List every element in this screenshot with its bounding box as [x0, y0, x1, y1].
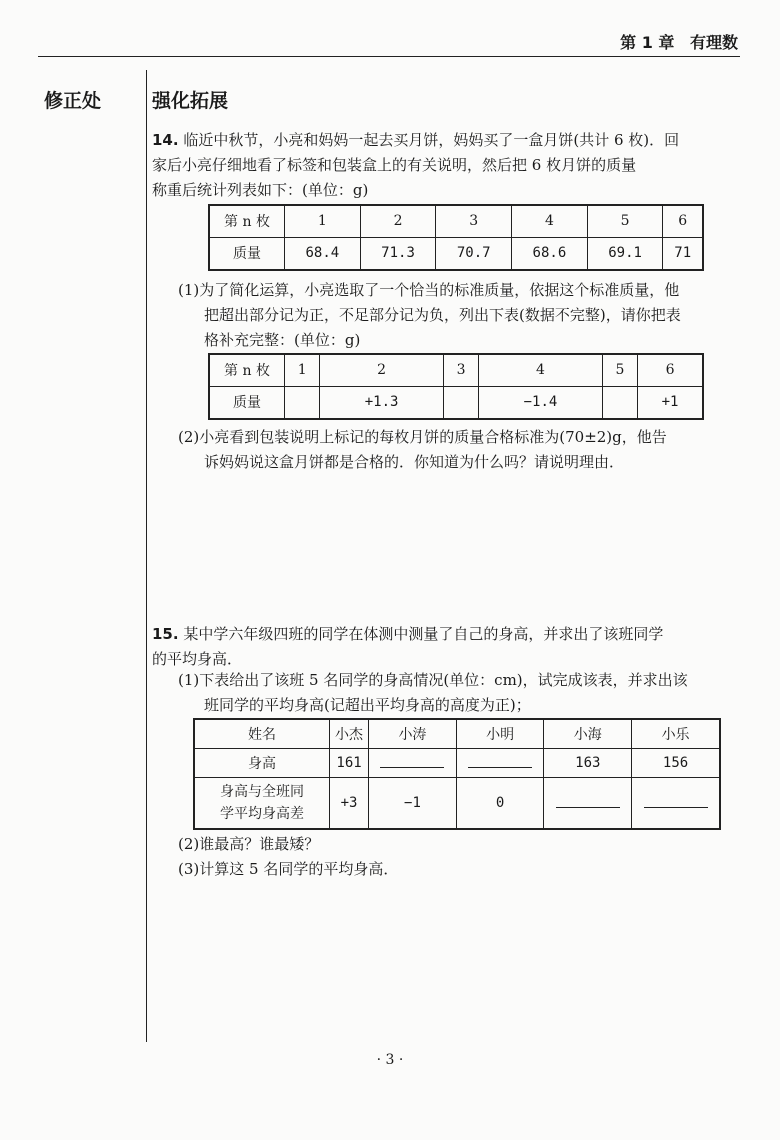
table-cell: 6 [663, 205, 703, 237]
chapter-title: 有理数 [689, 33, 738, 52]
table-cell: 身高 [194, 748, 330, 777]
table-cell [443, 386, 478, 419]
table-cell: 161 [330, 748, 369, 777]
table-cell: 小明 [456, 719, 544, 748]
problem-15-question-3: (3)计算这 5 名同学的平均身高． [178, 860, 399, 878]
table-cell: 质量 [209, 237, 285, 270]
table-cell: 69.1 [587, 237, 663, 270]
table-cell [285, 386, 320, 419]
table-cell: 2 [320, 354, 444, 386]
answer-blank [468, 753, 532, 768]
problem-14-question-2 [178, 425, 743, 475]
table-cell: 68.4 [285, 237, 361, 270]
problem-15-line2: 的平均身高． [152, 650, 243, 668]
height-table [193, 718, 721, 830]
table-cell: 71 [663, 237, 703, 270]
q2-line1: (2)小亮看到包装说明上标记的每枚月饼的质量合格标准为(70±2)g，他告 [178, 428, 667, 446]
table-cell: 5 [602, 354, 637, 386]
table-row [194, 777, 720, 829]
table-cell: +1.3 [320, 386, 444, 419]
answer-blank [644, 793, 708, 808]
problem-15-question-2: (2)谁最高？谁最矮？ [178, 835, 320, 853]
table-cell: 4 [479, 354, 603, 386]
table-cell: −1 [369, 777, 457, 829]
problem-14-intro [152, 128, 742, 203]
deviation-table [208, 353, 704, 420]
problem-15-number: 15. [152, 625, 179, 643]
table-cell: 68.6 [512, 237, 588, 270]
table-cell: 6 [638, 354, 703, 386]
problem-14-question-1 [178, 278, 743, 353]
q2-line2: 诉妈妈说这盒月饼都是合格的．你知道为什么吗？请说明理由． [204, 453, 625, 471]
chapter-label: 第 1 章 [620, 33, 675, 52]
page-number: · 3 · [376, 1052, 404, 1068]
table-cell: +3 [330, 777, 369, 829]
diff-label-line2: 学平均身高差 [220, 805, 304, 822]
table-cell: 2 [360, 205, 436, 237]
table-cell [369, 748, 457, 777]
answer-blank [556, 793, 620, 808]
margin-title: 修正处 [44, 90, 102, 112]
table-cell: −1.4 [479, 386, 603, 419]
q1-line3: 格补充完整：(单位：g) [204, 331, 361, 349]
problem-15-intro [152, 622, 742, 672]
table-cell [456, 748, 544, 777]
table-cell [544, 777, 632, 829]
table-cell [194, 777, 330, 829]
table-cell: 小乐 [632, 719, 720, 748]
table-cell: 70.7 [436, 237, 512, 270]
mooncake-mass-table [208, 204, 704, 271]
table-cell: 质量 [209, 386, 285, 419]
problem-14-line2: 家后小亮仔细地看了标签和包装盒上的有关说明，然后把 6 枚月饼的质量 [152, 156, 637, 174]
problem-14-line3: 称重后统计列表如下：(单位：g) [152, 181, 369, 199]
table-cell: 163 [544, 748, 632, 777]
table-cell: 5 [587, 205, 663, 237]
header-rule [38, 56, 740, 57]
table-cell: +1 [638, 386, 703, 419]
running-header [610, 30, 738, 53]
table-row [194, 748, 720, 777]
table-cell: 156 [632, 748, 720, 777]
table-cell: 0 [456, 777, 544, 829]
table-cell: 3 [443, 354, 478, 386]
table-cell: 第 n 枚 [209, 205, 285, 237]
table-cell: 4 [512, 205, 588, 237]
table-cell: 1 [285, 354, 320, 386]
table-cell [602, 386, 637, 419]
table-cell: 1 [285, 205, 361, 237]
table-cell: 71.3 [360, 237, 436, 270]
problem-14-number: 14. [152, 131, 179, 149]
table-row [194, 719, 720, 748]
table-row [209, 205, 703, 237]
problem-15-line1: 某中学六年级四班的同学在体测中测量了自己的身高，并求出了该班同学 [183, 625, 664, 643]
section-title: 强化拓展 [152, 90, 229, 112]
problem-14-line1: 临近中秋节，小亮和妈妈一起去买月饼，妈妈买了一盒月饼(共计 6 枚)．回 [183, 131, 680, 149]
table-row [209, 237, 703, 270]
q1-line2: 把超出部分记为正，不足部分记为负，列出下表(数据不完整)，请你把表 [204, 306, 681, 324]
answer-blank [380, 753, 444, 768]
table-cell: 姓名 [194, 719, 330, 748]
q1-line1: (1)下表给出了该班 5 名同学的身高情况(单位：cm)，试完成该表，并求出该 [178, 671, 688, 689]
table-cell: 小涛 [369, 719, 457, 748]
margin-divider [146, 70, 147, 1042]
table-cell: 小杰 [330, 719, 369, 748]
table-cell: 3 [436, 205, 512, 237]
table-cell [632, 777, 720, 829]
diff-label-line1: 身高与全班同 [220, 783, 304, 800]
table-cell: 小海 [544, 719, 632, 748]
table-cell: 第 n 枚 [209, 354, 285, 386]
q1-line2: 班同学的平均身高(记超出平均身高的高度为正)； [204, 696, 531, 714]
table-row [209, 354, 703, 386]
problem-15-question-1 [178, 668, 743, 718]
q1-line1: (1)为了简化运算，小亮选取了一个恰当的标准质量，依据这个标准质量，他 [178, 281, 680, 299]
table-row [209, 386, 703, 419]
